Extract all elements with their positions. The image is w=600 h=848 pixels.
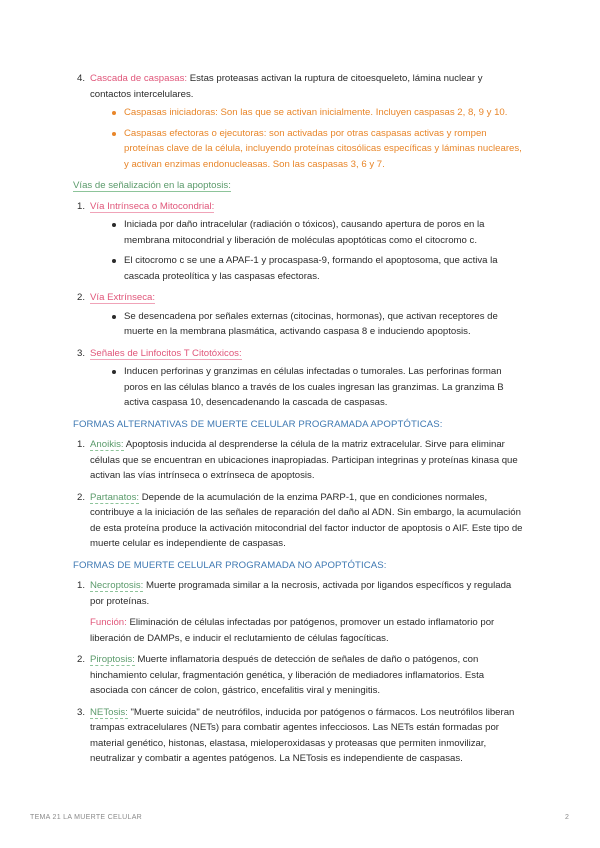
via-bullets — [90, 309, 525, 340]
forma-term: Piroptosis: — [90, 654, 135, 665]
footer-title: TEMA 21 LA MUERTE CELULAR — [30, 814, 143, 821]
section-heading: Vías de señalización en la apoptosis: — [73, 180, 231, 191]
vias-heading-row — [73, 178, 525, 194]
forma-text: Apoptosis inducida al desprenderse la célula de la matriz extracelular. Sirve para eliminar células que se encuentran en ubicaciones inapropiadas. Participan integrinas y proteínas kinasa que activan las vías intrínseca o extrínseca de apoptosis. — [90, 439, 518, 481]
list-item-via — [73, 346, 525, 411]
bullet-item: Se desencadena por señales externas (citocinas, hormonas), que activan receptores de muerte en la membrana plasmática, activando caspasa 8 e induciendo apoptosis. — [90, 309, 525, 340]
item-number: 2. — [77, 654, 86, 665]
item-number: 3. — [77, 347, 86, 359]
list-item-forma — [73, 437, 525, 484]
item-number: 3. — [77, 706, 86, 718]
list-item-via — [73, 199, 525, 285]
alternativas-list — [73, 437, 525, 552]
forma-text: Muerte inflamatoria después de detección de señales de daño o patógenos, con hinchamiento celular, fragmentación genética, y liberación de mediadores inflamatorios. Esta asociada con cáncer de colon, gástrico, encefalitis viral y meningitis. — [90, 654, 485, 696]
bullet-label: Caspasas efectoras o ejecutoras: — [124, 127, 267, 139]
bullet-item — [90, 105, 525, 121]
forma-term: NETosis: — [90, 706, 128, 718]
item-number: 1. — [77, 200, 86, 212]
section-heading: FORMAS ALTERNATIVAS DE MUERTE CELULAR PROGRAMADA APOPTÓTICAS: — [73, 418, 443, 430]
bullet-text: son activadas por otras caspasas activas y rompen proteínas clave de la célula, incluyendo proteínas citosólicas específicas y láminas nucleares, y activan enzimas endonucleasas. Son las caspasas 3, 6 y 7. — [124, 127, 522, 170]
no-apoptoticas-heading-row — [73, 558, 525, 574]
bullet-label: Caspasas iniciadoras: — [124, 107, 218, 118]
funcion-label: Función: — [90, 617, 127, 628]
forma-text: Depende de la acumulación de la enzima PARP-1, que en condiciones normales, contribuye a la iniciación de las señales de reparación del daño al ADN. Sin embargo, la acumulación de esta proteína produce la activación mitocondrial del factor inductor de apoptosis o AIF. Este tipo de muerte celular es independiente de caspasas. — [90, 491, 523, 549]
alternativas-heading-row — [73, 417, 525, 433]
item-number: 2. — [77, 292, 86, 303]
list-item-via — [73, 290, 525, 340]
list-item-forma — [73, 578, 525, 646]
item-number: 4. — [77, 73, 86, 84]
forma-text: Muerte programada similar a la necrosis, activada por ligandos específicos y regulada por proteínas. — [90, 580, 512, 607]
item-number: 2. — [77, 491, 86, 503]
page-number: 2 — [565, 814, 569, 821]
via-title: Vía Extrínseca: — [90, 292, 156, 303]
via-bullets — [90, 364, 525, 411]
bullet-item: El citocromo c se une a APAF-1 y procaspasa-9, formando el apoptosoma, que activa la cascada proteolítica y las caspasas efectoras. — [90, 253, 525, 284]
forma-term: Partanatos: — [90, 491, 140, 503]
bullet-item: Iniciada por daño intracelular (radiación o tóxicos), causando apertura de poros en la membrana mitocondrial y liberación de moléculas apoptóticas como el citocromo c. — [90, 217, 525, 248]
bullet-item: Inducen perforinas y granzimas en células infectadas o tumorales. Las perforinas forman poros en las células blanco a través de los cuales ingresan las granzimas. La granzima B activa caspasa 10, desencadenando la cascada de caspasas. — [90, 364, 525, 411]
list-item-forma — [73, 652, 525, 699]
caspasas-list — [73, 71, 525, 172]
forma-text: "Muerte suicida" de neutrófilos, inducida por patógenos o fármacos. Los neutrófilos liberan trampas extracelulares (NETs) para combatir agentes infecciosos. Las NETs están formadas por material genético, histonas, elastasa, mieloperoxidasas y proteasas que permiten inmovilizar, neutralizar y combatir a agentes patógenos. La NETosis es independiente de caspasas. — [90, 706, 515, 764]
list-item-forma — [73, 705, 525, 767]
funcion-paragraph — [90, 615, 525, 646]
section-heading: FORMAS DE MUERTE CELULAR PROGRAMADA NO APOPTÓTICAS: — [73, 559, 387, 571]
list-item-forma — [73, 490, 525, 552]
via-title: Señales de Linfocitos T Citotóxicos: — [90, 347, 242, 359]
vias-list — [73, 199, 525, 411]
item-number: 1. — [77, 439, 86, 450]
funcion-text: Eliminación de células infectadas por patógenos, promover un estado inflamatorio por liberación de DAMPs, e inducir el reclutamiento de células fagocíticas. — [90, 617, 495, 644]
caspasas-text: Estas proteasas activan la ruptura de citoesqueleto, lámina nuclear y contactos intercelulares. — [90, 73, 483, 100]
forma-term: Anoikis: — [90, 439, 124, 450]
item-number: 1. — [77, 580, 86, 591]
bullet-item — [90, 126, 525, 173]
bullet-text: Son las que se activan inicialmente. Incluyen caspasas 2, 8, 9 y 10. — [217, 107, 508, 118]
list-item-caspasas — [73, 71, 525, 172]
page-content — [73, 71, 525, 767]
via-title: Vía Intrínseca o Mitocondrial: — [90, 200, 215, 212]
via-bullets — [90, 217, 525, 284]
no-apoptoticas-list — [73, 578, 525, 767]
caspasas-sublist — [90, 105, 525, 172]
forma-term: Necroptosis: — [90, 580, 144, 591]
caspasas-title: Cascada de caspasas: — [90, 73, 188, 84]
